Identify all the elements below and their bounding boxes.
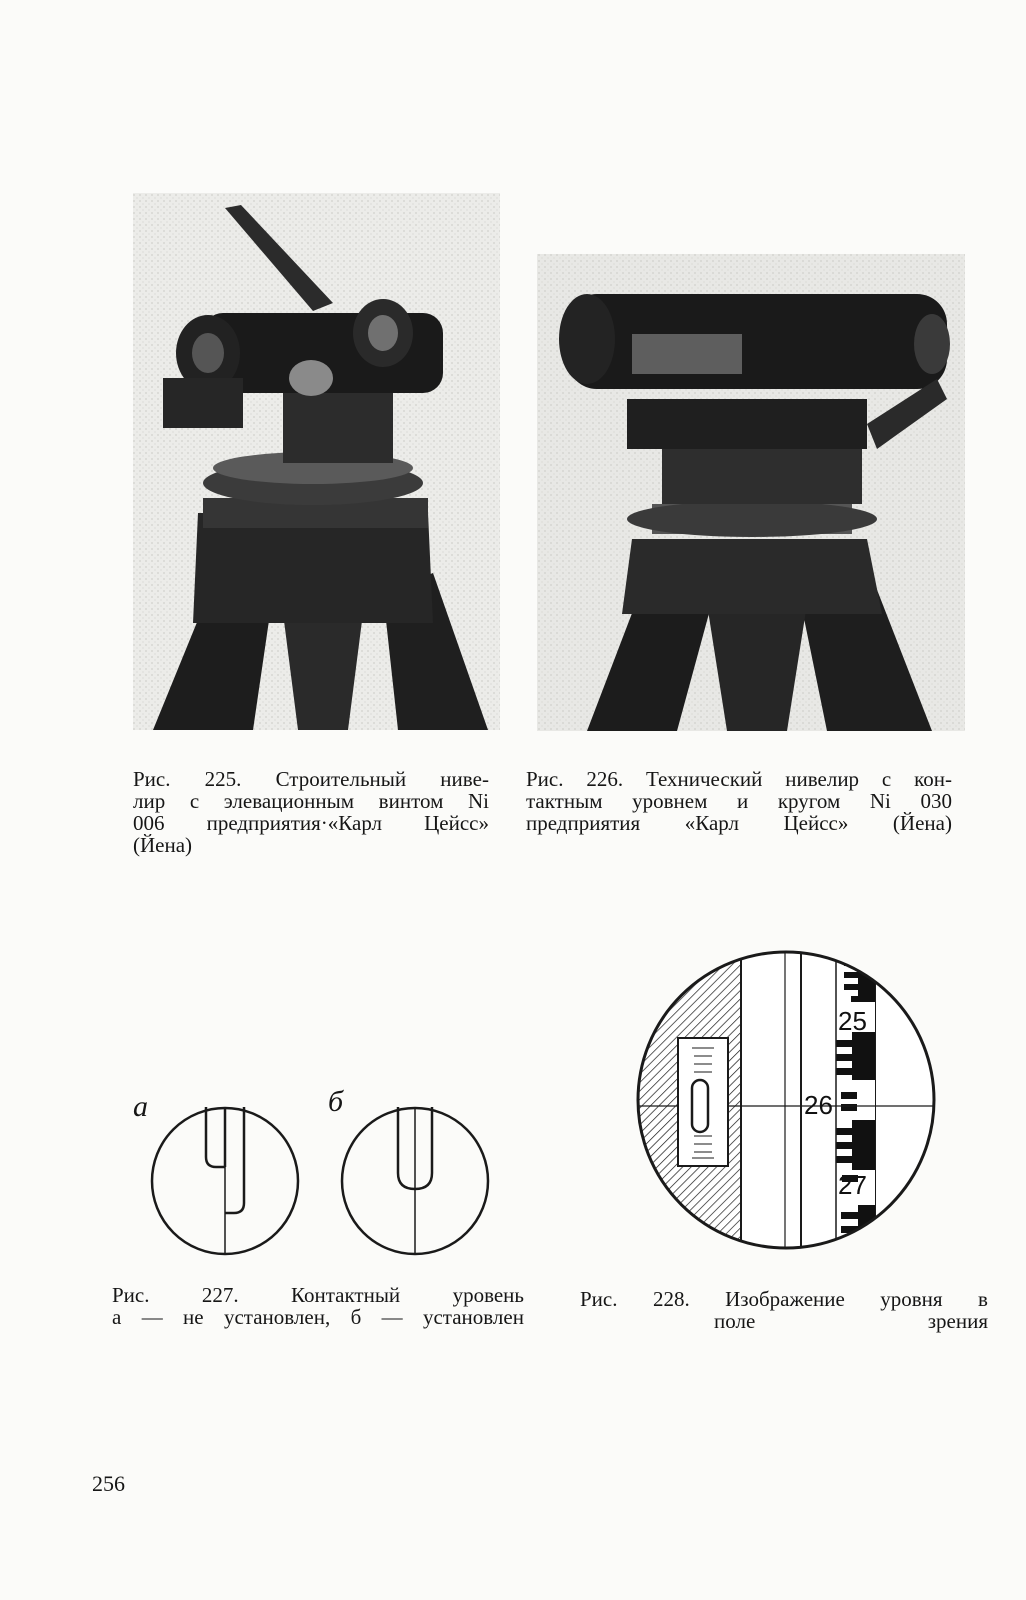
caption-word: в bbox=[978, 1287, 988, 1311]
caption-word: Рис. bbox=[580, 1287, 618, 1311]
caption-word: (Йена) bbox=[892, 811, 952, 835]
caption-word: тактным bbox=[526, 789, 603, 813]
caption-word: Рис. bbox=[133, 767, 171, 791]
bubble-aligned bbox=[342, 1107, 488, 1254]
figure-228-caption bbox=[580, 1288, 988, 1332]
caption-word: Строительный bbox=[275, 767, 407, 791]
caption-word: «Карл bbox=[684, 811, 739, 835]
caption-line: поле зрения bbox=[714, 1309, 988, 1333]
caption-word: Технический bbox=[645, 767, 763, 791]
staff-number-27: 27 bbox=[838, 1170, 867, 1200]
caption-word: предприятия bbox=[526, 811, 641, 835]
caption-word: 006 bbox=[133, 811, 165, 835]
caption-word: установлен bbox=[422, 1305, 524, 1329]
caption-word: лир bbox=[133, 789, 166, 813]
caption-word: б bbox=[350, 1305, 362, 1329]
contact-level-circles bbox=[130, 1085, 510, 1260]
figure-226-photo bbox=[537, 254, 965, 731]
caption-line bbox=[526, 768, 952, 790]
caption-word: предприятия·«Карл bbox=[206, 811, 383, 835]
caption-line: Рис. 227. Контактный уровень bbox=[112, 1283, 524, 1307]
staff-number-26: 26 bbox=[804, 1090, 833, 1120]
caption-word: Изображение bbox=[725, 1287, 845, 1311]
caption-word: Ni bbox=[467, 789, 489, 813]
caption-word: нивелир bbox=[785, 767, 860, 791]
caption-word: с bbox=[189, 789, 200, 813]
caption-word: а bbox=[112, 1305, 122, 1329]
figure-225-caption bbox=[133, 768, 489, 856]
caption-line bbox=[133, 812, 489, 834]
caption-word: — bbox=[381, 1305, 403, 1329]
caption-word: с bbox=[881, 767, 892, 791]
caption-line bbox=[133, 790, 489, 812]
caption-word: не bbox=[183, 1305, 204, 1329]
diagram-label-a: a bbox=[133, 1090, 148, 1123]
caption-line bbox=[580, 1288, 988, 1310]
caption-line: (Йена) bbox=[133, 833, 193, 857]
diagram-label-b: б bbox=[328, 1085, 344, 1118]
caption-word: установлен, bbox=[223, 1305, 331, 1329]
caption-word: кругом bbox=[777, 789, 841, 813]
figure-225-photo bbox=[133, 193, 500, 730]
caption-word: Рис. bbox=[526, 767, 564, 791]
caption-line bbox=[133, 768, 489, 790]
caption-line bbox=[526, 812, 952, 834]
caption-word: Ni bbox=[869, 789, 891, 813]
caption-word: Цейсс» bbox=[783, 811, 849, 835]
caption-word: кон- bbox=[914, 767, 952, 791]
caption-line bbox=[112, 1306, 524, 1328]
caption-word: уровнем bbox=[632, 789, 708, 813]
caption-word: и bbox=[736, 789, 749, 813]
level-instrument-illustration bbox=[133, 193, 500, 730]
figure-227-caption bbox=[112, 1284, 524, 1328]
figure-226-caption bbox=[526, 768, 952, 834]
bubble-not-aligned bbox=[152, 1107, 298, 1254]
caption-line bbox=[526, 790, 952, 812]
caption-word: 030 bbox=[920, 789, 952, 813]
field-of-view-circle bbox=[636, 950, 936, 1250]
caption-word: 226. bbox=[586, 767, 624, 791]
page-number: 256 bbox=[92, 1471, 125, 1496]
caption-word: Цейсс» bbox=[424, 811, 489, 835]
caption-word: 228. bbox=[652, 1287, 690, 1311]
caption-word: элевационным bbox=[223, 789, 355, 813]
caption-word: уровня bbox=[880, 1287, 943, 1311]
figure-228-diagram bbox=[636, 950, 936, 1250]
caption-word: 225. bbox=[204, 767, 242, 791]
caption-word: нивe- bbox=[440, 767, 489, 791]
figure-227-diagram bbox=[130, 1085, 510, 1260]
caption-word: — bbox=[141, 1305, 163, 1329]
caption-word: винтом bbox=[378, 789, 444, 813]
staff-number-25: 25 bbox=[838, 1006, 867, 1036]
technical-level-illustration bbox=[537, 254, 965, 731]
